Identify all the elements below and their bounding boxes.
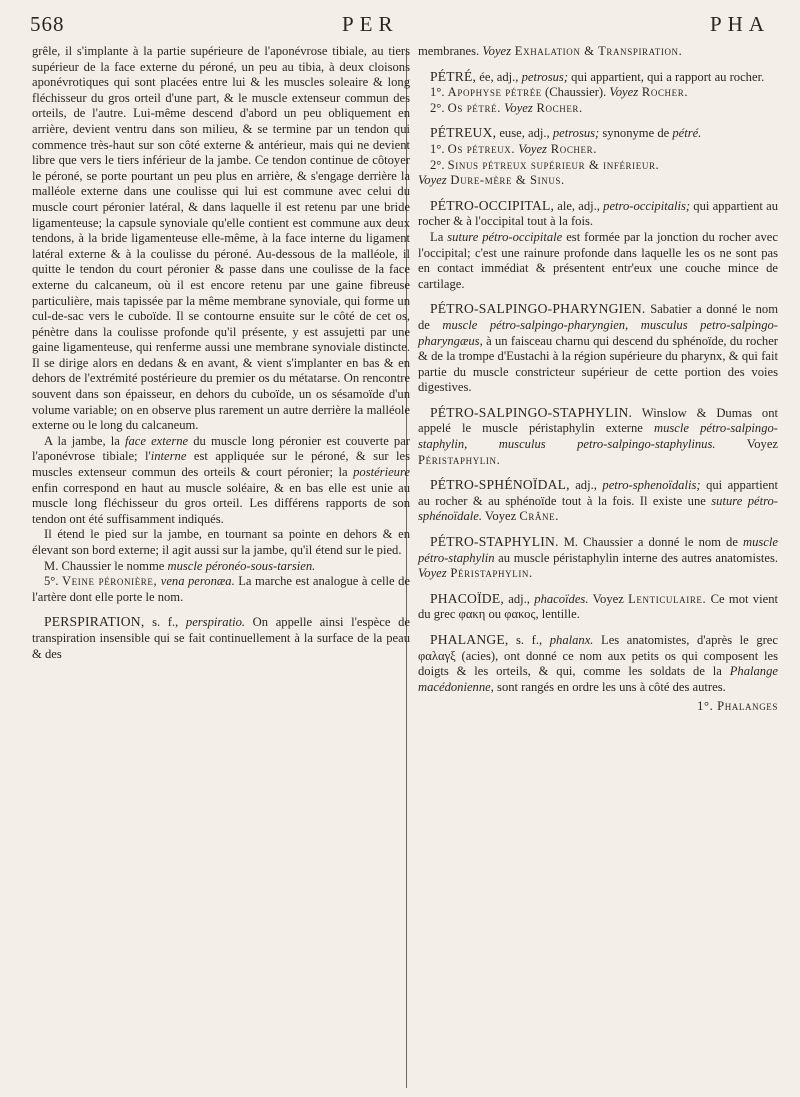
text-run: Voyez xyxy=(482,44,512,58)
text-run: suture pétro-occipitale xyxy=(447,229,563,244)
text-run: adj., xyxy=(569,478,603,493)
text-run: petro-sphenoïdalis; xyxy=(602,478,701,493)
headword: PÉTRO-SPHÉNOÏDAL, xyxy=(430,477,570,493)
text-run: qui appartient au rocher & au sphénoïde tout à la fois. Il existe une xyxy=(418,478,778,508)
paragraph-muscle-action: Il étend le pied sur la jambe, en tournant sa pointe en dehors & en élevant son bord externe; il agit aussi sur la jambe, qu'il étend sur le pied. xyxy=(32,527,410,557)
left-column xyxy=(32,44,410,662)
text-run: Winslow & Dumas ont appelé le muscle péristaphylin externe xyxy=(418,405,778,436)
text-run: Rocher. xyxy=(532,100,583,115)
right-running-head: PHA xyxy=(709,12,770,36)
headword: PÉTRO-SALPINGO-PHARYNGIEN. xyxy=(430,301,646,317)
text-run: Rocher. xyxy=(546,141,597,156)
entry-petreux-sense-2 xyxy=(418,158,778,174)
text-run: synonyme de xyxy=(599,126,673,141)
text-run: Veine péronière, xyxy=(61,574,158,589)
text-run: Os pétreux. xyxy=(447,141,516,156)
text-run: postérieure xyxy=(353,465,410,480)
text-run: Voyez xyxy=(482,509,520,524)
entry-petro-staphylin xyxy=(418,534,778,582)
text-run: La marche est analogue à celle de l'artère dont elle porte le nom. xyxy=(32,574,410,604)
entry-petro-sphenoidal xyxy=(418,477,778,525)
text-run: Ce mot vient du grec φακη ou φακος, lentille. xyxy=(418,591,778,622)
entry-petro-occipital xyxy=(418,198,778,230)
text-run: s. f., xyxy=(144,615,186,630)
catchword: 1°. Phalanges xyxy=(697,699,778,714)
text-run: s. f., xyxy=(508,633,550,647)
text-run: face externe xyxy=(124,433,189,448)
text-run: Sabatier a donné le nom de xyxy=(418,302,778,332)
entry-petro-salpingo-pharyngien xyxy=(418,301,778,396)
entry-petro-salpingo-staphylin xyxy=(418,405,778,468)
text-run: 2°. xyxy=(430,157,448,172)
text-run: Voyez xyxy=(500,100,533,115)
text-run: pétré. xyxy=(672,126,702,141)
text-run: muscle pétro-staphylin xyxy=(418,535,778,565)
text-run: suture pétro-sphénoïdale. xyxy=(418,493,779,524)
text-run: du muscle long péronier est couverte par l'aponévrose tibiale; l' xyxy=(32,433,411,464)
headword: PÉTRÉ, xyxy=(430,68,477,84)
text-run: Voyez xyxy=(715,437,779,452)
headword: PÉTREUX, xyxy=(430,125,497,141)
text-run: Péristaphylin. xyxy=(418,452,501,467)
text-run: Les anatomistes, d'après le grec φαλαγξ (acies), ont donné ce nom aux petits os qui composent les doigts & les orteils, & qui, comme les soldats de la xyxy=(418,633,778,679)
entry-petreux-sense-2-ref xyxy=(418,173,778,189)
text-run: est appliquée sur le péroné, & sur les muscles extenseur commun des orteils & court péronier; la xyxy=(32,449,411,480)
page-number: 568 xyxy=(30,12,65,36)
text-run: membranes. xyxy=(418,44,483,58)
text-run: Rocher. xyxy=(638,85,689,100)
headword: PHACOÏDE, xyxy=(430,590,504,606)
entry-petreux xyxy=(418,125,778,142)
text-run: Voyez xyxy=(418,566,447,581)
text-run: Lenticulaire. xyxy=(628,591,707,606)
text-run: euse, adj., xyxy=(496,126,553,141)
text-run: à un faisceau charnu qui descend du sphénoïde, du rocher & de la trompe d'Eustachi à la région supérieure du pharynx, & qui fait partie du muscle constricteur supérieur de cette portion des voies digestives. xyxy=(418,333,778,395)
text-run: Apophyse pétrée xyxy=(447,85,542,100)
text-run: Dure-mère & Sinus. xyxy=(446,173,565,188)
entry-petre-sense-2 xyxy=(418,101,778,117)
text-run: 5°. xyxy=(44,574,62,589)
text-run: Voyez xyxy=(588,591,629,606)
text-run: On appelle ainsi l'espèce de transpiration insensible qui se fait continuellement à la surface de la peau & des xyxy=(32,615,410,661)
text-run: Voyez xyxy=(515,141,547,156)
text-run: Os pétré. xyxy=(447,100,501,115)
paragraph-muscle-description: grêle, il s'implante à la partie supérieure de l'aponévrose tibiale, au tiers supérieur de la face externe du péroné, un peu au tibia, à deux cloisons aponévrotiques qui sont placées entre lui & les muscles soleaire & long fléchisseur du gros orteil d'une part, & le muscle extenseur commun des orteils, de l'autre. Lui-même descend d'abord un peu obliquement en arrière, devient ventru dans son milieu, & se termine par un tendon qui commence très-haut sur son côté externe & antérieur, mais qui ne devient libre que vers le tiers inférieur de la jambe. Ce tendon continue de côtoyer le péroné, se porte pourtant un peu plus en arrière, & s'engage derrière la malléole externe dans une coulisse qui lui est commune avec celui du muscle court péronier latéral, & dans laquelle il est retenu par une bride ligamenteuse; la capsule synoviale qu'elle contient est commune aux deux tendons, à la bride ligamenteuse elle-même, à la face interne du ligament latéral externe & à la coulisse du péroné. Au-dessous de la malléole, il quitte le tendon du court péronier & passe dans une coulisse de la face externe du calcaneum, où il est encore retenu par une gaine fibreuse particulière, mais tapissée par la même membrane synoviale, qui forme un cul-de-sac vers le cuboïde. Il se contourne ensuite sur le côté de cet os, pénètre dans la coulisse profonde qu'il présente, y est assujetti par une gaine ligamenteuse, qui renferme aussi une membrane synoviale distincte. Il se dirige alors en dedans & en avant, & vient s'implanter en bas & en dehors de l'extrémité postérieure du premier os du métatarse. On rencontre souvent dans son épaisseur, en dehors du cuboïde, un os sésamoïde d'un volume variable; on en observe plus rarement un autre derrière la malléole externe ou le long du calcaneum. xyxy=(32,44,410,433)
paragraph-muscle-relations xyxy=(32,434,410,528)
text-run: qui appartient, qui a rapport au rocher. xyxy=(568,69,765,84)
text-run: petro-occipitalis; xyxy=(603,198,691,213)
text-run: ée, adj., xyxy=(476,69,522,84)
text-run: petrosus; xyxy=(552,126,600,141)
text-run: phalanx. xyxy=(549,633,594,647)
entry-phacoide xyxy=(418,591,778,623)
text-run: A la jambe, la xyxy=(44,433,125,448)
text-run: Voyez xyxy=(609,85,639,100)
headword: PÉTRO-SALPINGO-STAPHYLIN. xyxy=(430,404,633,420)
text-run: 1°. xyxy=(430,141,448,156)
text-run: Sinus pétreux supérieur & inférieur. xyxy=(447,157,660,172)
text-run: muscle pétro-salpingo-staphylin, musculus petro-salpingo-staphylinus. xyxy=(418,421,778,452)
text-run: ale, adj., xyxy=(554,198,604,213)
text-run: (Chaussier). xyxy=(541,85,610,100)
text-run: La xyxy=(430,229,448,244)
headword: PÉTRO-STAPHYLIN. xyxy=(430,534,559,550)
text-run: adj., xyxy=(503,591,535,606)
headword: PHALANGE, xyxy=(430,632,509,647)
text-run: enfin correspond en haut au muscle soléaire, & en bas elle est unie au muscle long fléchisseur du gros orteil. Les différens rapports de son tendon ont été suffisamment indiqués. xyxy=(32,480,410,526)
text-run: 2°. xyxy=(430,100,448,115)
text-run: Voyez xyxy=(418,173,447,188)
entry-phalange xyxy=(418,632,778,695)
headword: PÉTRO-OCCIPITAL, xyxy=(430,197,555,213)
text-run: Péristaphylin. xyxy=(446,566,533,581)
entry-petre-sense-1 xyxy=(418,85,778,101)
right-column xyxy=(418,44,778,715)
entry-petre xyxy=(418,69,778,86)
running-header xyxy=(30,12,770,42)
text-run: 1°. xyxy=(430,85,448,100)
text-run: qui appartient au rocher & à l'occipital tout à la fois. xyxy=(418,198,778,229)
paragraph-chaussier-name xyxy=(32,559,410,575)
text-run: interne xyxy=(150,449,187,464)
text-run: Crâne. xyxy=(519,509,559,524)
text-run: M. Chaussier a donné le nom de xyxy=(558,535,744,550)
entry-petro-occipital-suture xyxy=(418,230,778,292)
text-run: perspiratio. xyxy=(185,615,246,630)
continuation-cross-reference xyxy=(418,44,778,60)
text-run: phacoïdes. xyxy=(534,591,589,606)
text-run: Exhalation & Transpiration. xyxy=(511,44,683,58)
text-run: M. Chaussier le nomme xyxy=(44,558,168,573)
entry-petreux-sense-1 xyxy=(418,142,778,158)
text-run: est formée par la jonction du rocher avec l'occipital; c'est une rainure profonde dans laquelle les os ne sont pas en contact immédiat & présentent entr'eux une couche mince de cartilage. xyxy=(418,229,778,291)
left-running-head: PER xyxy=(342,12,399,36)
entry-perspiration xyxy=(32,614,410,662)
text-run: muscle pétro-salpingo-pharyngien, musculus petro-salpingo-pharyngæus, xyxy=(418,317,778,348)
headword: PERSPIRATION, xyxy=(44,614,145,630)
text-run: Phalange macédonienne, xyxy=(418,664,778,694)
paragraph-peroneal-vein xyxy=(32,574,410,605)
text-run: vena peronæa. xyxy=(157,574,235,589)
text-run: sont rangés en ordre les uns à côté des autres. xyxy=(493,679,726,694)
text-run: muscle péronéo-sous-tarsien. xyxy=(167,558,316,573)
text-run: au muscle péristaphylin interne des autres anatomistes. xyxy=(494,550,778,565)
text-run: petrosus; xyxy=(521,69,569,84)
